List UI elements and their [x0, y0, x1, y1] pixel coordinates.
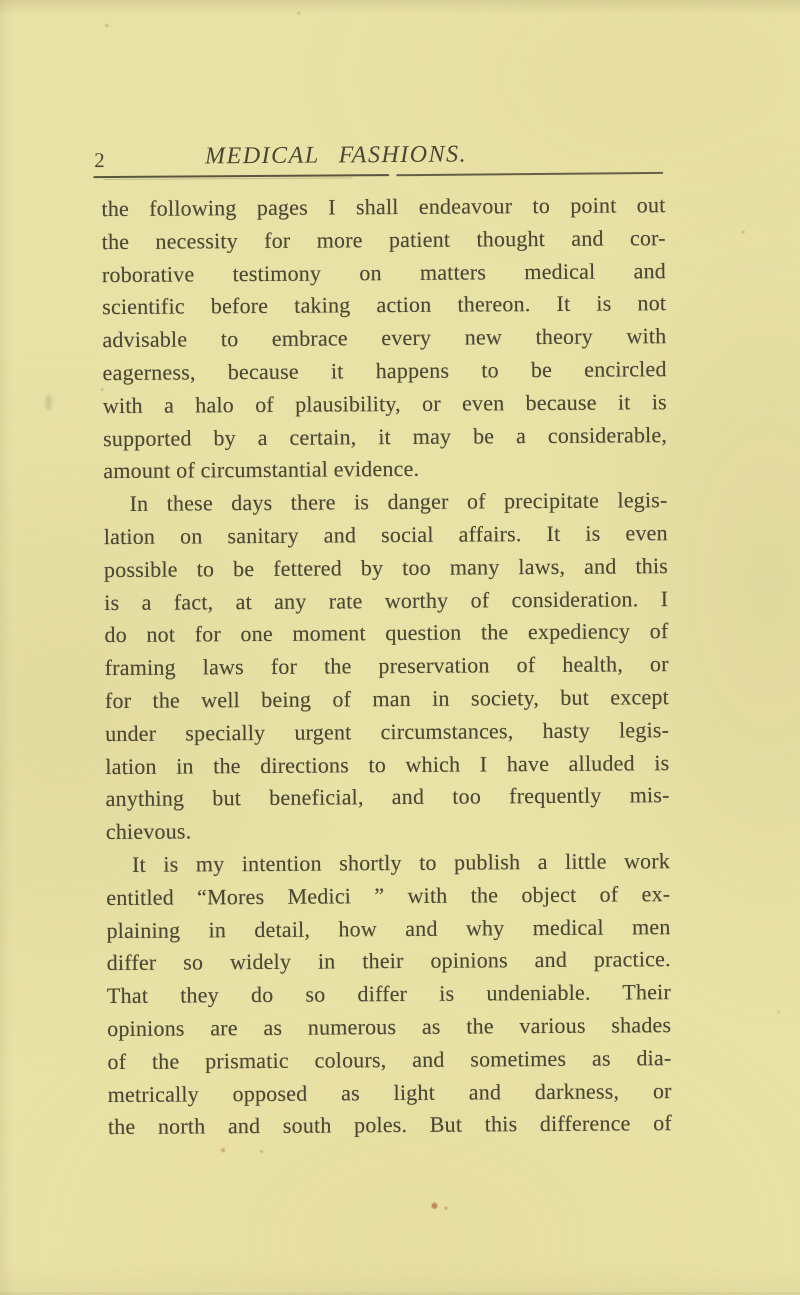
paragraph	[106, 845, 672, 1144]
text-line: differ so widely in their opinions and practice.	[106, 946, 671, 976]
text-line: It is my intention shortly to publish a little work	[131, 848, 671, 877]
text-line: entitled “Mores Medici ” with the object of ex-	[106, 880, 671, 910]
text-line: roborative testimony on matters medical and	[101, 257, 667, 287]
foxing-speck	[221, 1148, 225, 1152]
text-line: lation in the directions to which I have alluded is	[105, 749, 670, 779]
text-line: metrically opposed as light and darkness, or	[107, 1077, 672, 1107]
text-line: supported by a certain, it may be a considerable,	[103, 421, 668, 451]
text-line: framing laws for the preservation of health, or	[104, 651, 669, 681]
text-line: amount of circumstantial evidence.	[103, 456, 420, 484]
text-line: eagerness, because it happens to be encircled	[102, 356, 667, 386]
text-line: plaining in detail, how and why medical men	[106, 913, 671, 943]
foxing-speck	[260, 1150, 263, 1153]
foxing-speck	[431, 1203, 437, 1209]
text-line: That they do so differ is undeniable. Their	[106, 979, 672, 1009]
body-text	[101, 189, 672, 1144]
foxing-speck	[101, 388, 104, 391]
paper-smudge	[46, 394, 52, 410]
text-line: the following pages I shall endeavour to point out	[101, 192, 666, 222]
paragraph	[101, 189, 667, 488]
text-line: anything but beneficial, and too frequently mis-	[105, 782, 670, 812]
foxing-speck	[777, 1010, 780, 1013]
foxing-speck	[444, 1207, 447, 1210]
foxing-speck	[105, 24, 108, 27]
text-line: lation on sanitary and social affairs. It is even	[103, 520, 668, 550]
text-line: do not for one moment question the expediency of	[104, 618, 669, 648]
text-line: is a fact, at any rate worthy of consideration. I	[104, 585, 669, 615]
running-title: MEDICAL FASHIONS.	[205, 141, 468, 170]
running-header	[94, 139, 667, 175]
text-line: for the well being of man in society, but except	[104, 684, 669, 714]
text-line: possible to be fettered by too many laws, and this	[103, 552, 669, 582]
text-line: chievous.	[105, 818, 192, 845]
foxing-speck	[742, 231, 745, 234]
page-number: 2	[94, 148, 105, 173]
text-line: In these days there is danger of precipitate legis-	[129, 487, 668, 517]
paragraph	[103, 484, 670, 849]
text-line: advisable to embrace every new theory with	[102, 323, 667, 353]
text-line: scientific before taking action thereon. It is not	[102, 290, 667, 320]
foxing-speck	[297, 12, 300, 15]
text-line: under specially urgent circumstances, hasty legis-	[105, 716, 670, 746]
text-line: the necessity for more patient thought and cor-	[101, 224, 666, 254]
text-line: opinions are as numerous as the various shades	[107, 1012, 672, 1041]
text-line: the north and south poles. But this difference of	[107, 1110, 672, 1140]
text-line: of the prismatic colours, and sometimes as dia-	[107, 1044, 672, 1074]
text-line: with a halo of plausibility, or even because it is	[102, 388, 667, 418]
